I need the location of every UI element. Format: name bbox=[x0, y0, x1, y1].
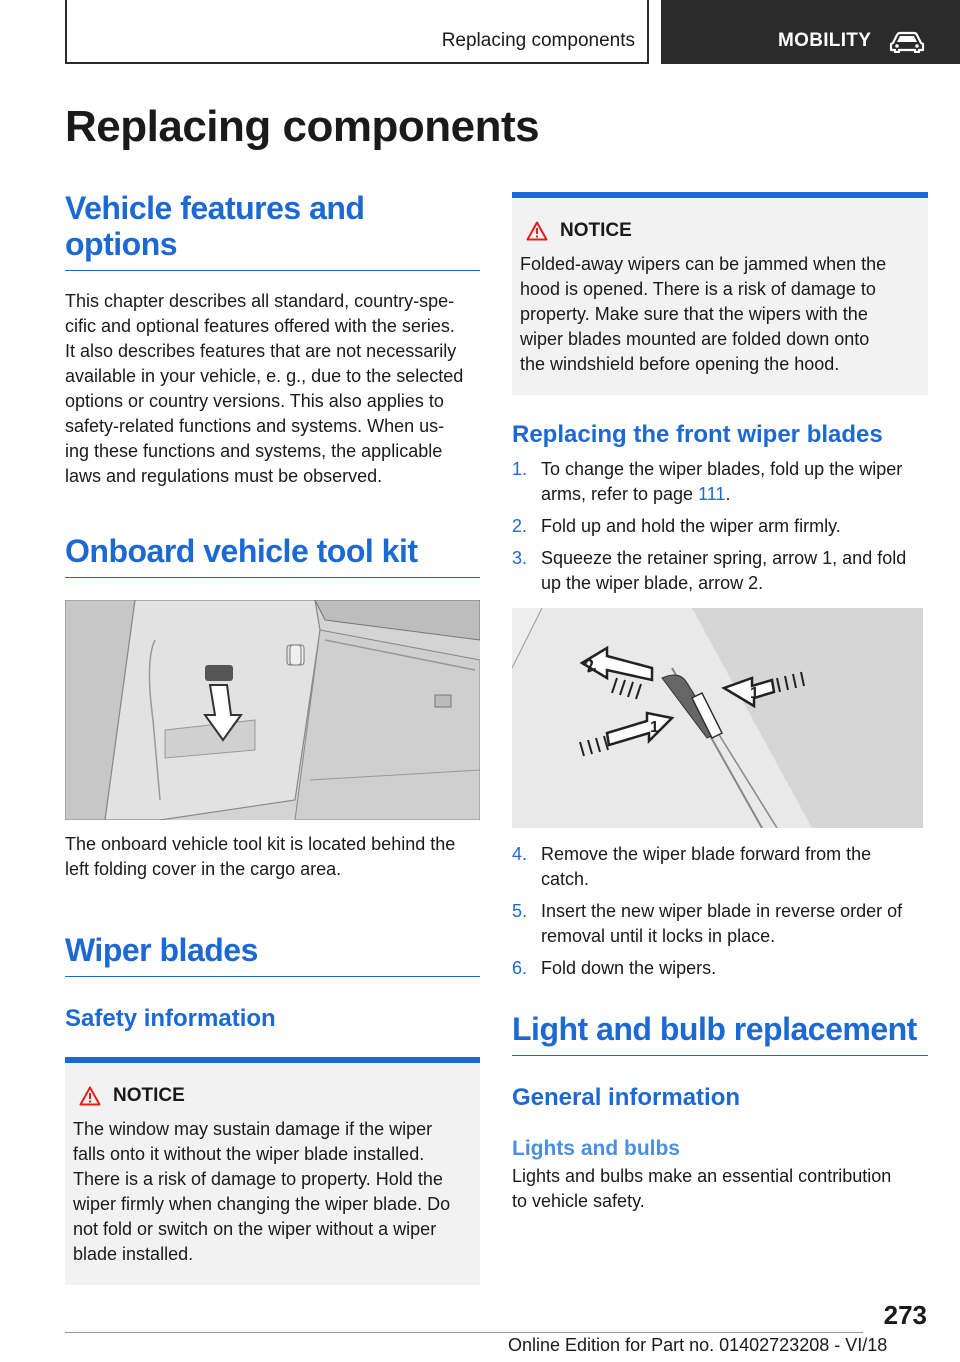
wiper-blades-heading: Wiper blades bbox=[65, 932, 480, 977]
text-punctuation: . bbox=[725, 484, 731, 504]
arrow-label: 1 bbox=[650, 719, 659, 736]
text-line: falls onto it without the wiper blade installed. bbox=[73, 1144, 425, 1164]
tool-kit-caption bbox=[65, 832, 480, 882]
notice-box-wiper-falls bbox=[65, 1057, 480, 1285]
step-number: 6. bbox=[512, 958, 528, 978]
step-number: 1. bbox=[512, 459, 528, 479]
header-chapter-title: MOBILITY bbox=[778, 30, 872, 51]
text-line: This chapter describes all standard, country-spe- bbox=[65, 291, 455, 311]
list-item bbox=[512, 899, 928, 949]
wiper-steps-list-a bbox=[512, 457, 928, 596]
wiper-blade-illustration bbox=[512, 608, 923, 828]
text-line: Squeeze the retainer spring, arrow 1, and fold bbox=[541, 548, 907, 568]
step-number: 2. bbox=[512, 516, 528, 536]
replacing-wiper-heading: Replacing the front wiper blades bbox=[512, 421, 883, 448]
page-title: Replacing components bbox=[65, 102, 540, 151]
warning-triangle-icon bbox=[526, 221, 548, 241]
page-number: 273 bbox=[883, 1300, 927, 1330]
notice-label: NOTICE bbox=[560, 220, 632, 241]
step-text bbox=[541, 457, 902, 507]
tool-kit-heading: Onboard vehicle tool kit bbox=[65, 533, 480, 578]
notice-title bbox=[520, 220, 920, 242]
text-line: wiper firmly when changing the wiper blade. Do bbox=[73, 1194, 451, 1214]
notice-title bbox=[73, 1085, 472, 1107]
text-line: not fold or switch on the wiper without a wiper bbox=[73, 1219, 437, 1239]
text-line: wiper blades mounted are folded down onto bbox=[520, 329, 870, 349]
car-icon bbox=[889, 31, 925, 53]
text-line: removal until it locks in place. bbox=[541, 926, 776, 946]
step-text bbox=[541, 842, 871, 892]
list-item bbox=[512, 546, 928, 596]
text-line: the windshield before opening the hood. bbox=[520, 354, 840, 374]
step-number: 3. bbox=[512, 548, 528, 568]
text-line: The window may sustain damage if the wiper bbox=[73, 1119, 433, 1139]
footer-edition: Online Edition for Part no. 01402723208 - VI/18 bbox=[508, 1335, 888, 1355]
left-column bbox=[65, 190, 480, 1285]
text-line: to vehicle safety. bbox=[512, 1191, 645, 1211]
text-line: The onboard vehicle tool kit is located behind the bbox=[65, 834, 456, 854]
notice-text bbox=[73, 1117, 472, 1267]
step-number: 5. bbox=[512, 901, 528, 921]
general-information-heading: General information bbox=[512, 1084, 741, 1111]
text-line: property. Make sure that the wipers with the bbox=[520, 304, 868, 324]
list-item bbox=[512, 842, 928, 892]
text-line: Remove the wiper blade forward from the bbox=[541, 844, 872, 864]
vehicle-features-text bbox=[65, 289, 480, 489]
vehicle-features-heading bbox=[65, 190, 480, 271]
step-text bbox=[541, 899, 902, 949]
lights-bulbs-text bbox=[512, 1164, 928, 1214]
text-line: up the wiper blade, arrow 2. bbox=[541, 573, 764, 593]
text-line: available in your vehicle, e. g., due to the selected bbox=[65, 366, 464, 386]
page-reference-link[interactable]: 111 bbox=[698, 484, 726, 504]
light-bulb-heading: Light and bulb replacement bbox=[512, 1011, 928, 1056]
text-line: Insert the new wiper blade in reverse order of bbox=[541, 901, 903, 921]
notice-label: NOTICE bbox=[113, 1085, 185, 1106]
page-header bbox=[65, 0, 960, 64]
text-line: Lights and bulbs make an essential contribution bbox=[512, 1166, 892, 1186]
text-line: To change the wiper blades, fold up the wiper bbox=[541, 459, 903, 479]
list-item bbox=[512, 956, 928, 981]
text-line: arms, refer to page bbox=[541, 484, 699, 504]
wiper-steps-list-b bbox=[512, 842, 928, 981]
header-chapter-box bbox=[661, 0, 960, 64]
header-section-title: Replacing components bbox=[441, 30, 635, 51]
text-line: cific and optional features offered with the series. bbox=[65, 316, 455, 336]
list-item bbox=[512, 514, 928, 539]
notice-text bbox=[520, 252, 920, 377]
step-number: 4. bbox=[512, 844, 528, 864]
safety-information-heading: Safety information bbox=[65, 1005, 276, 1032]
text-line: hood is opened. There is a risk of damage to bbox=[520, 279, 876, 299]
text-line: catch. bbox=[541, 869, 590, 889]
text-line: blade installed. bbox=[73, 1244, 194, 1264]
arrow-label: 1 bbox=[750, 685, 759, 702]
cargo-area-drawing bbox=[65, 600, 480, 820]
step-text: Fold up and hold the wiper arm firmly. bbox=[541, 516, 841, 536]
text-line: laws and regulations must be observed. bbox=[65, 466, 383, 486]
wiper-blade-drawing bbox=[512, 608, 923, 828]
step-text bbox=[541, 546, 906, 596]
text-line: There is a risk of damage to property. Hold the bbox=[73, 1169, 443, 1189]
footer-divider bbox=[65, 1332, 863, 1333]
vehicle-features-heading-text: Vehicle features and options bbox=[65, 190, 365, 262]
text-line: safety-related functions and systems. When us- bbox=[65, 416, 445, 436]
notice-box-hood bbox=[512, 192, 928, 395]
text-line: It also describes features that are not necessarily bbox=[65, 341, 457, 361]
arrow-label: 2 bbox=[581, 654, 599, 677]
text-line: options or country versions. This also applies to bbox=[65, 391, 444, 411]
text-line: Folded-away wipers can be jammed when the bbox=[520, 254, 887, 274]
step-text: Fold down the wipers. bbox=[541, 958, 717, 978]
header-section-box bbox=[65, 0, 649, 64]
right-column bbox=[512, 192, 928, 1214]
text-line: left folding cover in the cargo area. bbox=[65, 859, 342, 879]
list-item bbox=[512, 457, 928, 507]
tool-kit-illustration bbox=[65, 600, 480, 820]
text-line: ing these functions and systems, the applicable bbox=[65, 441, 443, 461]
warning-triangle-icon bbox=[79, 1086, 101, 1106]
lights-bulbs-heading: Lights and bulbs bbox=[512, 1137, 680, 1160]
